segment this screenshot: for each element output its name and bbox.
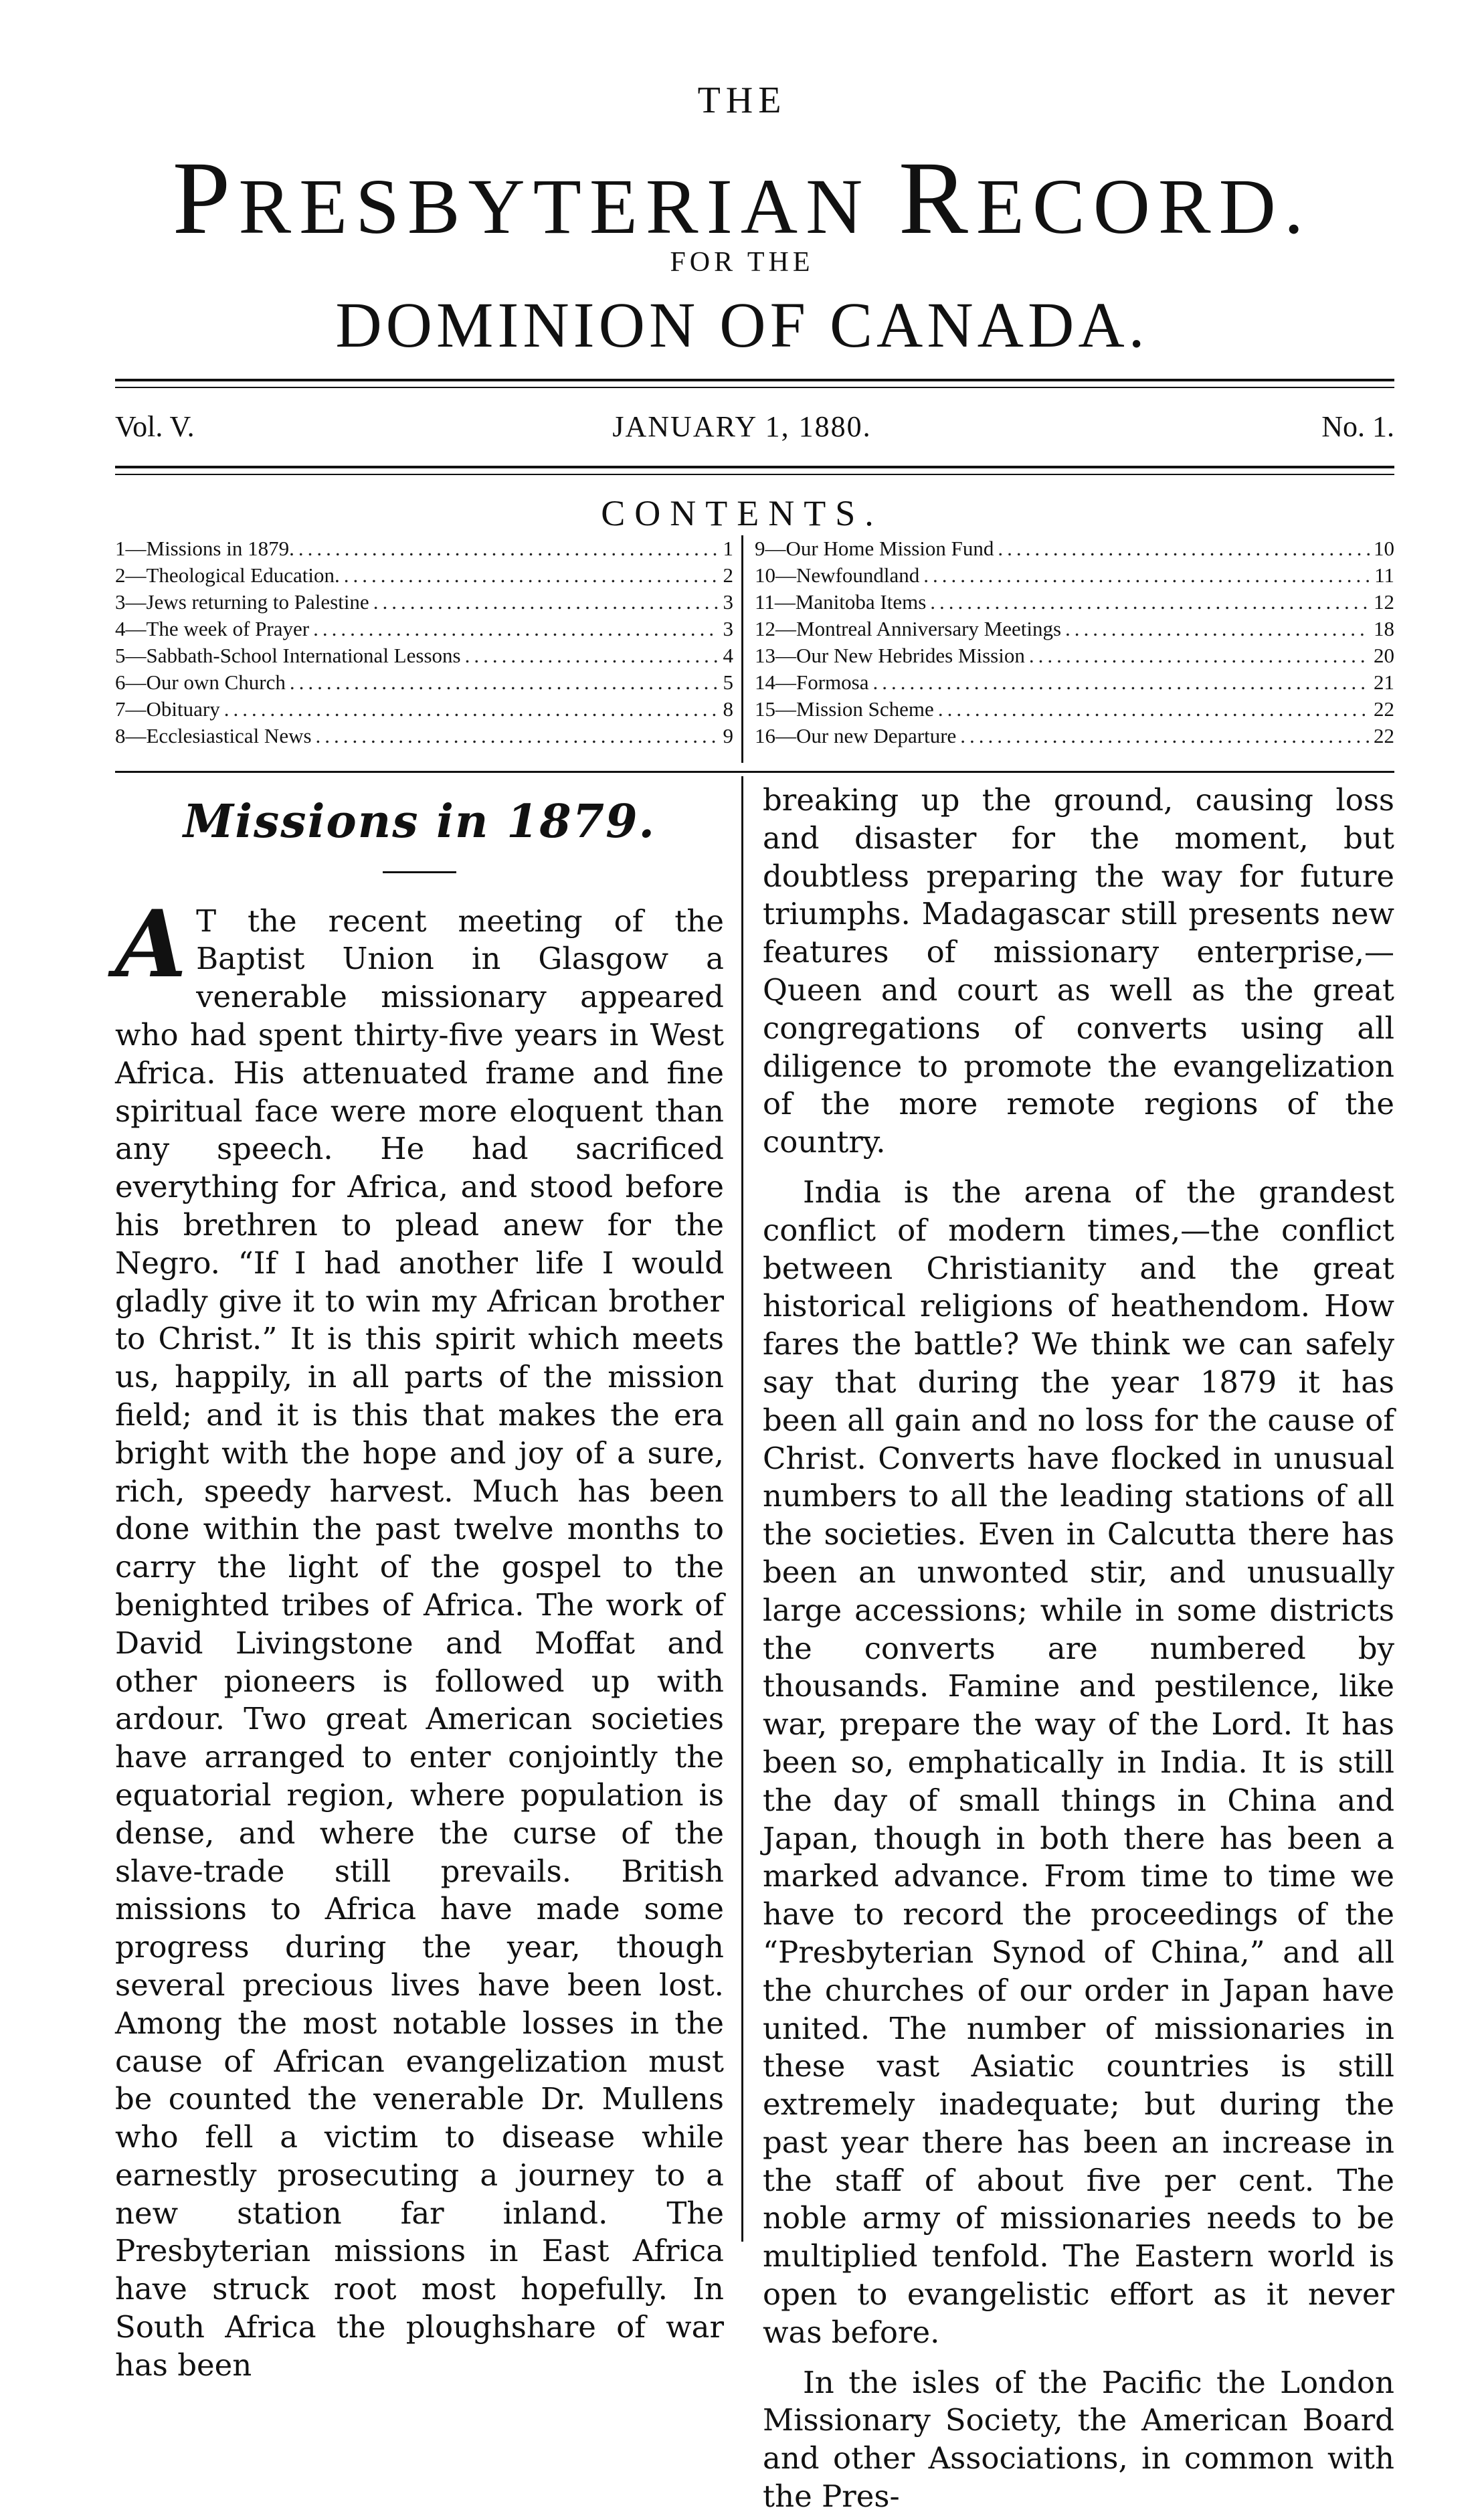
article-paragraph: In the isles of the Pacific the London Missionary Society, the American Board and other Associations, in common with the Pres-	[763, 2364, 1394, 2515]
masthead-rule-bottom	[115, 466, 1394, 468]
contents-item: 6—Our own Church ..... 5	[115, 670, 733, 697]
article-paragraph: India is the arena of the grandest conflict of modern times,—the conflict between Christianity and the great historical religions of heathendom. How fares the battle? We think we can safely say that during the year 1879 it has been all gain and no loss for the cause of Christ. Converts have flocked in unusual numbers to all the leading stations of all the societies. Even in Calcutta there has been an unwonted stir, and unusually large accessions; while in some districts the converts are numbered by thousands. Famine and pestilence, like war, prepare the way of the Lord. It has been so, emphatically in India. It is still the day of small things in China and Japan, though in both there has been a marked advance. From time to time we have to record the proceedings of the “Presbyterian Synod of China,” and all the churches of our order in Japan have united. The number of missionaries in these vast Asiatic countries is still extremely inadequate; but during the past year there has been an increase in the staff of about five per cent. The noble army of missionaries needs to be multiplied tenfold. The Eastern world is open to evangelistic effort as it never was before.	[763, 1174, 1394, 2350]
contents-item: 12—Montreal Anniversary Meetings ..... 18	[755, 617, 1394, 644]
contents-item: 9—Our Home Mission Fund ..... 10	[755, 537, 1394, 563]
title-part-1: RESBYTERIAN	[238, 163, 899, 250]
masthead-the: THE	[697, 80, 787, 121]
masthead-dominion: DOMINION OF CANADA.	[335, 289, 1149, 361]
volume-number: Vol. V.	[115, 410, 195, 443]
article-title: Missions in 1879.	[183, 795, 656, 848]
masthead-for-the: FOR THE	[670, 247, 814, 278]
issue-date: JANUARY 1, 1880.	[612, 410, 872, 443]
masthead-title	[0, 140, 1484, 256]
article-column-right	[763, 782, 1394, 2516]
contents-bottom-rule	[115, 771, 1394, 773]
title-separator	[383, 871, 456, 873]
masthead-rule-top-thin	[115, 387, 1394, 388]
article-paragraph: breaking up the ground, causing loss and disaster for the moment, but doubtless preparing the way for future triumphs. Madagascar still presents new features of missionary enterprise,—Queen and court as well as the great congregations of converts using all diligence to promote the evangelization of the more remote regions of the country.	[763, 782, 1394, 1160]
contents-item: 5—Sabbath-School International Lessons ..... 4	[115, 644, 733, 670]
drop-cap: A	[115, 889, 187, 998]
contents-item: 1—Missions in 1879. ..... 1	[115, 537, 733, 563]
contents-heading: CONTENTS.	[601, 493, 883, 533]
contents-list-right	[755, 537, 1394, 751]
contents-item: 3—Jews returning to Palestine ..... 3	[115, 590, 733, 617]
contents-divider	[741, 535, 743, 763]
title-initial-p: P	[172, 140, 239, 256]
contents-item: 4—The week of Prayer ..... 3	[115, 617, 733, 644]
article-paragraph: A T the recent meeting of the Baptist Union in Glasgow a venerable missionary appeared who had spent thirty-five years in West Africa. His attenuated frame and fine spiritual face were more eloquent than any speech. He had sacrificed everything for Africa, and stood before his brethren to plead anew for the Negro. “If I had another life I would gladly give it to win my African brother to Christ.” It is this spirit which meets us, happily, in all parts of the mission field; and it is this that makes the era bright with the hope and joy of a sure, rich, speedy harvest. Much has been done within the past twelve months to carry the light of the gospel to the benighted tribes of Africa. The work of David Livingstone and Moffat and other pioneers is followed up with ardour. Two great American societies have arranged to enter conjointly the equatorial region, where population is dense, and where the curse of the slave-trade still prevails. British missions to Africa have made some progress during the year, though several precious lives have been lost. Among the most notable losses in the cause of African evangelization must be counted the venerable Dr. Mullens who fell a victim to disease while earnestly prosecuting a journey to a new station far inland. The Presbyterian missions in East Africa have struck root most hopefully. In South Africa the ploughshare of war has been	[115, 889, 724, 2383]
contents-item: 13—Our New Hebrides Mission ..... 20	[755, 644, 1394, 670]
contents-item: 2—Theological Education. ..... 2	[115, 563, 733, 590]
contents-item: 11—Manitoba Items ..... 12	[755, 590, 1394, 617]
issue-number: No. 1.	[1321, 410, 1394, 443]
contents-item: 8—Ecclesiastical News ..... 9	[115, 724, 733, 751]
contents-item: 16—Our new Departure ..... 22	[755, 724, 1394, 751]
title-initial-r: R	[898, 140, 976, 256]
column-divider	[741, 776, 743, 2242]
contents-list-left	[115, 537, 733, 751]
article-column-left	[115, 782, 724, 2385]
masthead-rule-top	[115, 379, 1394, 381]
contents-item: 7—Obituary ..... 8	[115, 697, 733, 724]
contents-item: 15—Mission Scheme ..... 22	[755, 697, 1394, 724]
contents-item: 14—Formosa ..... 21	[755, 670, 1394, 697]
contents-item: 10—Newfoundland ..... 11	[755, 563, 1394, 590]
title-part-2: ECORD.	[976, 163, 1312, 250]
masthead-rule-bottom-thin	[115, 474, 1394, 475]
